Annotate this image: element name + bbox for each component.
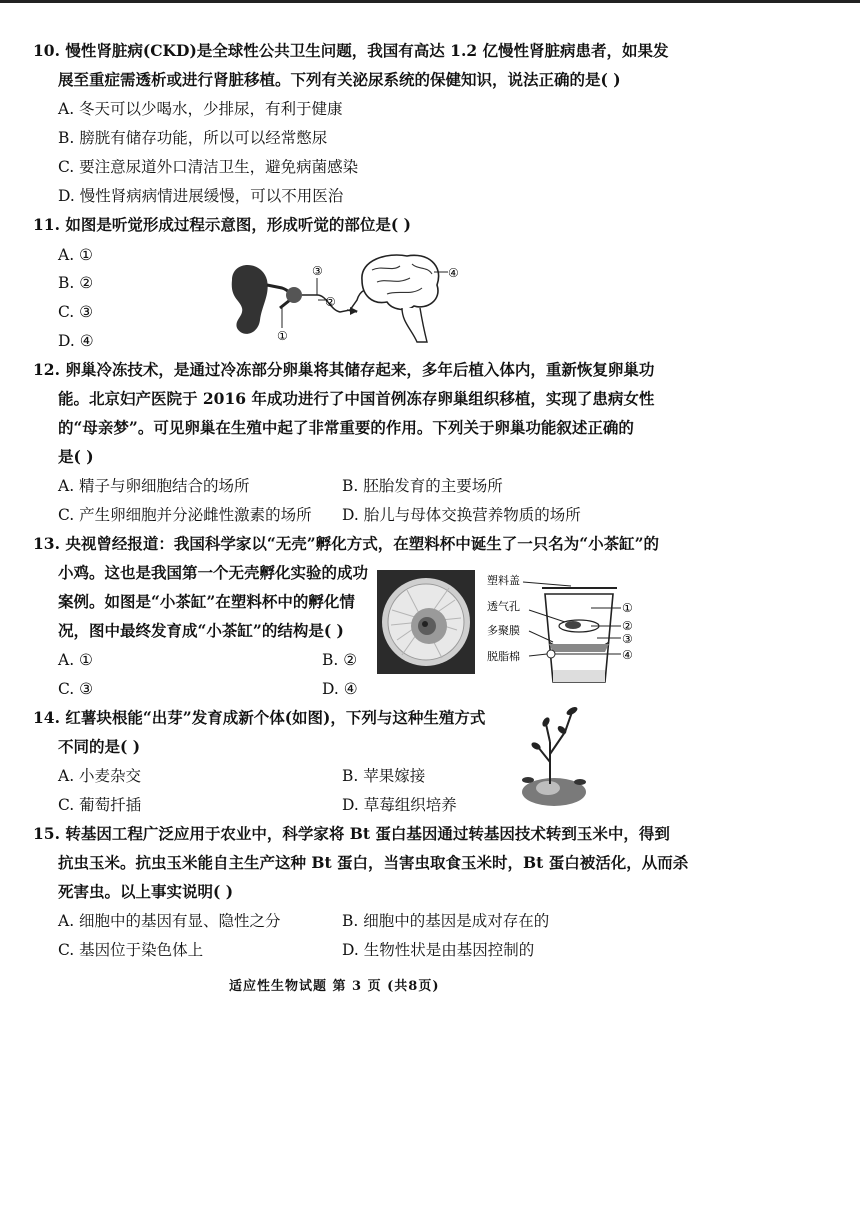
cochlea-shape — [286, 287, 302, 303]
q13-option-a[interactable]: A. ① — [58, 651, 93, 669]
q13-stem-line4: 况，图中最终发育成“小茶缸”的结构是( ) — [58, 621, 344, 640]
q12-stem-line4: 是( ) — [58, 447, 94, 466]
q13-option-d[interactable]: D. ④ — [322, 680, 358, 698]
q10-option-c[interactable]: C. 要注意尿道外口清洁卫生，避免病菌感染 — [58, 158, 359, 176]
q10-option-b[interactable]: B. 膀胱有储存功能，所以可以经常憋尿 — [58, 129, 328, 147]
q10-option-d[interactable]: D. 慢性肾病病情进展缓慢，可以不用医治 — [58, 187, 344, 205]
q15-stem-line1: 15. 转基因工程广泛应用于农业中，科学家将 Bt 蛋白基因通过转基因技术转到玉米中，得到 — [33, 824, 670, 843]
num-1: ① — [622, 601, 633, 615]
q11-option-c[interactable]: C. ③ — [58, 303, 94, 321]
label-cotton: 脱脂棉 — [487, 650, 520, 663]
label-2: ② — [325, 295, 336, 309]
q13-stem-line1: 13. 央视曾经报道：我国科学家以“无壳”孵化方式，在塑料杯中诞生了一只名为“小茶缸”的 — [33, 534, 660, 553]
q13-stem-line2: 小鸡。这也是我国第一个无壳孵化实验的成功 — [58, 563, 369, 582]
q14-option-c[interactable]: C. 葡萄扦插 — [58, 796, 142, 814]
num-3: ③ — [622, 632, 633, 646]
q11-stem: 11. 如图是听觉形成过程示意图，形成听觉的部位是( ) — [33, 215, 411, 234]
label-4: ④ — [448, 266, 459, 280]
q15-stem-line3: 死害虫。以上事实说明( ) — [58, 882, 234, 901]
q13-option-c[interactable]: C. ③ — [58, 680, 94, 698]
egg-photo — [377, 570, 475, 674]
label-plastic-lid: 塑料盖 — [487, 574, 520, 587]
q12-stem-line3: 的“母亲梦”。可见卵巢在生殖中起了非常重要的作用。下列关于卵巢功能叙述正确的 — [58, 418, 634, 437]
q12-option-b[interactable]: B. 胚胎发育的主要场所 — [342, 477, 503, 495]
q14-stem-line2: 不同的是( ) — [58, 737, 141, 756]
q15-option-a[interactable]: A. 细胞中的基因有显、隐性之分 — [58, 912, 281, 930]
q14-option-b[interactable]: B. 苹果嫁接 — [342, 767, 426, 785]
q10-stem-line1: 10. 慢性肾脏病(CKD)是全球性公共卫生问题，我国有高达 1.2 亿慢性肾脏病患者，如果发 — [33, 41, 669, 60]
q10-stem-line2: 展至重症需透析或进行肾脏移植。下列有关泌尿系统的保健知识，说法正确的是( ) — [58, 70, 621, 89]
ear-shape — [232, 265, 268, 334]
q14-option-d[interactable]: D. 草莓组织培养 — [342, 796, 457, 814]
q15-option-c[interactable]: C. 基因位于染色体上 — [58, 941, 204, 959]
q15-stem-line2: 抗虫玉米。抗虫玉米能自主生产这种 Bt 蛋白，当害虫取食玉米时，Bt 蛋白被活化，从而杀 — [58, 853, 689, 872]
q12-option-d[interactable]: D. 胎儿与母体交换营养物质的场所 — [342, 506, 581, 524]
q10-option-a[interactable]: A. 冬天可以少喝水，少排尿，有利于健康 — [58, 100, 343, 118]
q12-option-a[interactable]: A. 精子与卵细胞结合的场所 — [58, 477, 250, 495]
q12-option-c[interactable]: C. 产生卵细胞并分泌雌性激素的场所 — [58, 506, 312, 524]
q14-stem-line1: 14. 红薯块根能“出芽”发育成新个体(如图)，下列与这种生殖方式 — [33, 708, 486, 727]
q11-option-d[interactable]: D. ④ — [58, 332, 94, 350]
label-air-hole: 透气孔 — [487, 600, 520, 613]
label-membrane: 多聚膜 — [487, 624, 520, 637]
label-1: ① — [277, 329, 288, 343]
q13-stem-line3: 案例。如图是“小茶缸”在塑料杯中的孵化情 — [58, 592, 355, 611]
q12-stem-line2: 能。北京妇产医院于 2016 年成功进行了中国首例冻存卵巢组织移植，实现了患病女性 — [58, 389, 655, 408]
q11-option-a[interactable]: A. ① — [58, 246, 93, 264]
q14-option-a[interactable]: A. 小麦杂交 — [58, 767, 142, 785]
num-4: ④ — [622, 648, 633, 662]
page-footer: 适应性生物试题 第 3 页 (共8页) — [229, 979, 440, 994]
brain-shape — [362, 255, 439, 309]
q13-option-b[interactable]: B. ② — [322, 651, 358, 669]
nerve-pathway — [302, 289, 372, 312]
top-border — [0, 0, 860, 3]
q15-option-d[interactable]: D. 生物性状是由基因控制的 — [342, 941, 535, 959]
sweet-potato-image — [510, 702, 592, 810]
hearing-diagram — [222, 250, 467, 350]
q12-stem-line1: 12. 卵巢冷冻技术，是通过冷冻部分卵巢将其储存起来，多年后植入体内，重新恢复卵巢功 — [33, 360, 655, 379]
q11-option-b[interactable]: B. ② — [58, 274, 94, 292]
q15-option-b[interactable]: B. 细胞中的基因是成对存在的 — [342, 912, 550, 930]
num-2: ② — [622, 619, 633, 633]
incubation-diagram — [487, 572, 637, 690]
label-3: ③ — [312, 264, 323, 278]
